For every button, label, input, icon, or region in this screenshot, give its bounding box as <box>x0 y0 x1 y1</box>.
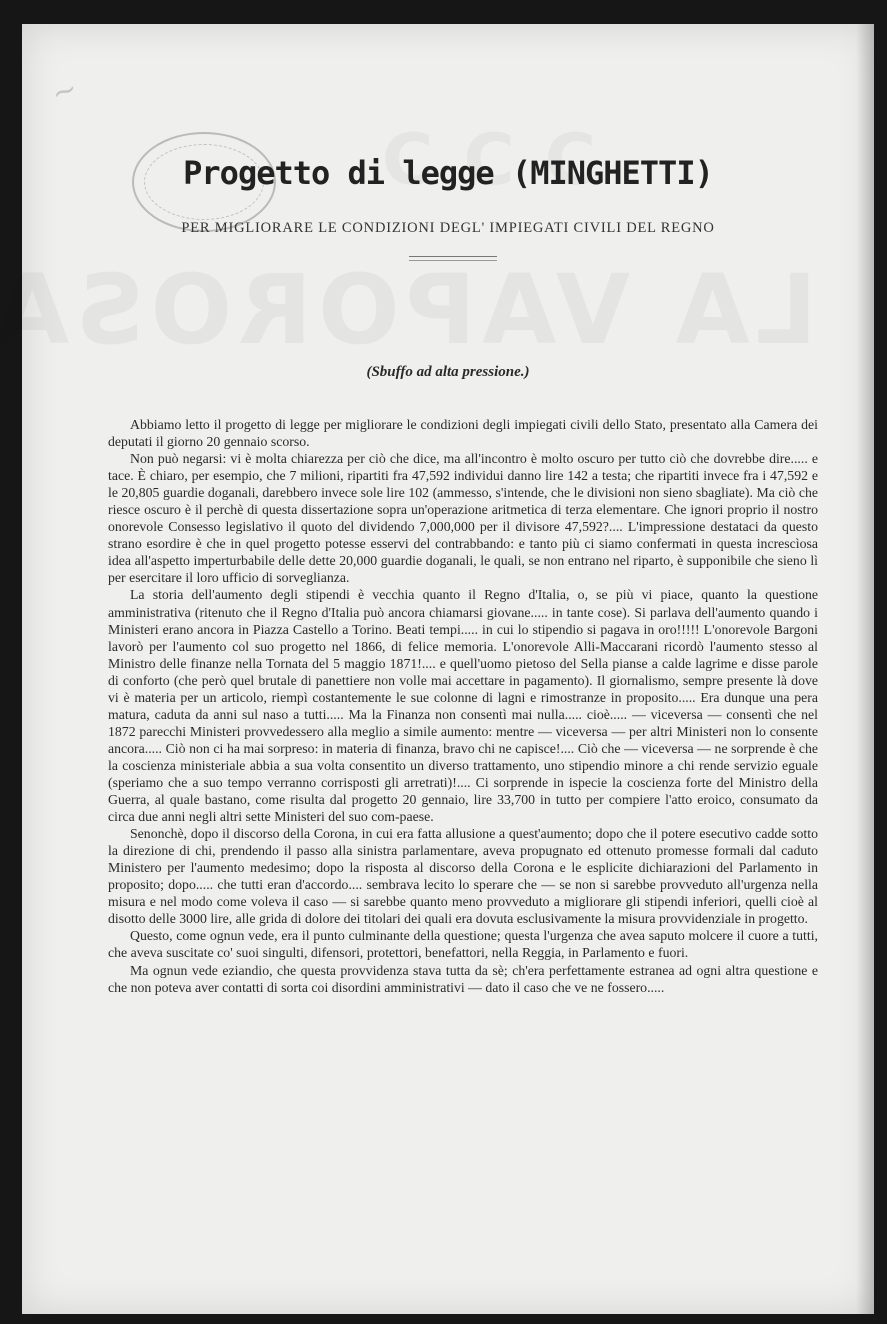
paragraph: La storia dell'aumento degli stipendi è vecchia quanto il Regno d'Italia, o, se più vi piace, quanto la questione amministrativa (ritenuto che il Regno d'Italia può ancora chiamarsi giovane..... in tante cose). Si parlava dell'aumento quando i Ministeri erano ancora in Piazza Castello a Torino. Beati tempi..... in cui lo stipendio si pagava in oro!!!!! L'onorevole Bargoni lavorò per l'aumento col suo progetto nel 1866, di felice memoria. L'onorevole Alli-Maccarani ricordò l'aumento stesso al Ministro delle finanze nella Tornata del 5 maggio 1871!.... e quell'uomo pietoso del Sella pianse a calde lagrime e disse parole di conforto (che però quel brutale di panettiere non volle mai accettare in pagamento). Il giornalismo, sempre presente là dove vi è materia per un articolo, riempì costantemente le sue colonne di lagni e rimostranze in proposito..... Era dunque una pera matura, caduta da anni sul naso a tutti..... Ma la Finanza non consentì mai nulla..... cioè..... — viceversa — consentì che nel 1872 parecchi Ministeri provvedessero alla meglio a simile aumento: mentre — viceversa — per altri Ministeri non lo consente ancora..... Ciò non ci ha mai sorpreso: in materia di finanza, bravo chi ne capisce!.... Ciò che — viceversa — ne sorprende è che la coscienza ministeriale abbia a sua volta consentito un diverso trattamento, uno stipendio minore a chi rende servizio eguale (speriamo che a suo tempo verranno corrisposti gli arretrati)!.... Ci sorprende in ispecie la coscienza forte del Ministro della Guerra, al quale bastano, come risulta dal progetto 20 gennaio, lire 33,700 in tutto per compiere l'atto eroico, consumato da circa due anni negli altri sette Ministeri del suo com-paese. <box>108 587 818 825</box>
paragraph: Abbiamo letto il progetto di legge per migliorare le condizioni degli impiegati civili dello Stato, presentato alla Camera dei deputati il giorno 20 gennaio scorso. <box>108 417 818 450</box>
document-title: Progetto di legge (MINGHETTI) <box>183 154 713 192</box>
pencil-mark: ~ <box>46 70 83 113</box>
epigraph: (Sbuffo ad alta pressione.) <box>366 364 530 380</box>
show-through-text <box>177 254 817 366</box>
document-subtitle: PER MIGLIORARE LE CONDIZIONI DEGL' IMPIEGATI CIVILI DEL REGNO <box>181 220 715 236</box>
paragraph: Non può negarsi: vi è molta chiarezza per ciò che dice, ma all'incontro è molto oscuro per tutto ciò che dovrebbe dire..... e tace. È chiaro, per esempio, che 7 milioni, ripartiti fra 47,592 individui danno lire 142 a testa; che ripartiti invece fra i 47,592 e le 20,805 guardie doganali, darebbero invece sole lire 102 (ammesso, s'intende, che le divisioni non sieno sbagliate). Ma ciò che riesce oscuro è il perchè di questa dissertazione sopra un'operazione aritmetica di terza elementare. Che ignori proprio il nostro onorevole Consesso legislativo il quoto del dividendo 7,000,000 per il divisore 47,592?.... L'impressione destataci da questo strano esordire è che in quel progetto potesse esservi del contrabbando: e tanto più ci siamo confermati in questa increscìosa idea all'aspetto imperturbabile delle dette 20,000 guardie doganali, le quali, se non entrano nel riparto, è supponibile che sieno lì per esercitare il loro ufficio di sorveglianza. <box>108 451 818 586</box>
title-divider <box>409 256 497 261</box>
page-edge-shadow <box>856 24 874 1314</box>
paragraph: Senonchè, dopo il discorso della Corona, in cui era fatta allusione a quest'aumento; dopo che il potere esecutivo cadde sotto la direzione di chi, prendendo il passo alla sinistra parlamentare, aveva propugnato ed ottenuto promesse formali dal caduto Ministero per l'aumento medesimo; dopo la risposta al discorso della Corona e le esplicite dichiarazioni del Parlamento in proposito; dopo..... che tutti eran d'accordo.... sembrava lecito lo sperare che — se non si sarebbe provveduto all'urgenza nella misura e nel modo come voleva il caso — si sarebbe quanto meno provveduto a migliorare gli stipendi inferiori, quelli cioè al disotto delle 3000 lire, alle grida di dolore dei titolari dei quali era dovuta esclusivamente la misura provvidenziale in progetto. <box>108 826 818 927</box>
article-body <box>108 416 818 996</box>
paragraph: Ma ognun vede eziandio, che questa provvidenza stava tutta da sè; ch'era perfettamente estranea ad ogni altra questione e che non poteva aver contatti di sorta coi disordini amministrativi — dato il caso che ve ne fossero..... <box>108 962 818 995</box>
document-page <box>22 24 874 1314</box>
paragraph: Questo, come ognun vede, era il punto culminante della questione; questa l'urgenza che avea saputo molcere il cuore a tutti, che aveva suscitate co' suoi singulti, difensori, protettori, benefattori, nella Reggia, in Parlamento e fuori. <box>108 928 818 961</box>
